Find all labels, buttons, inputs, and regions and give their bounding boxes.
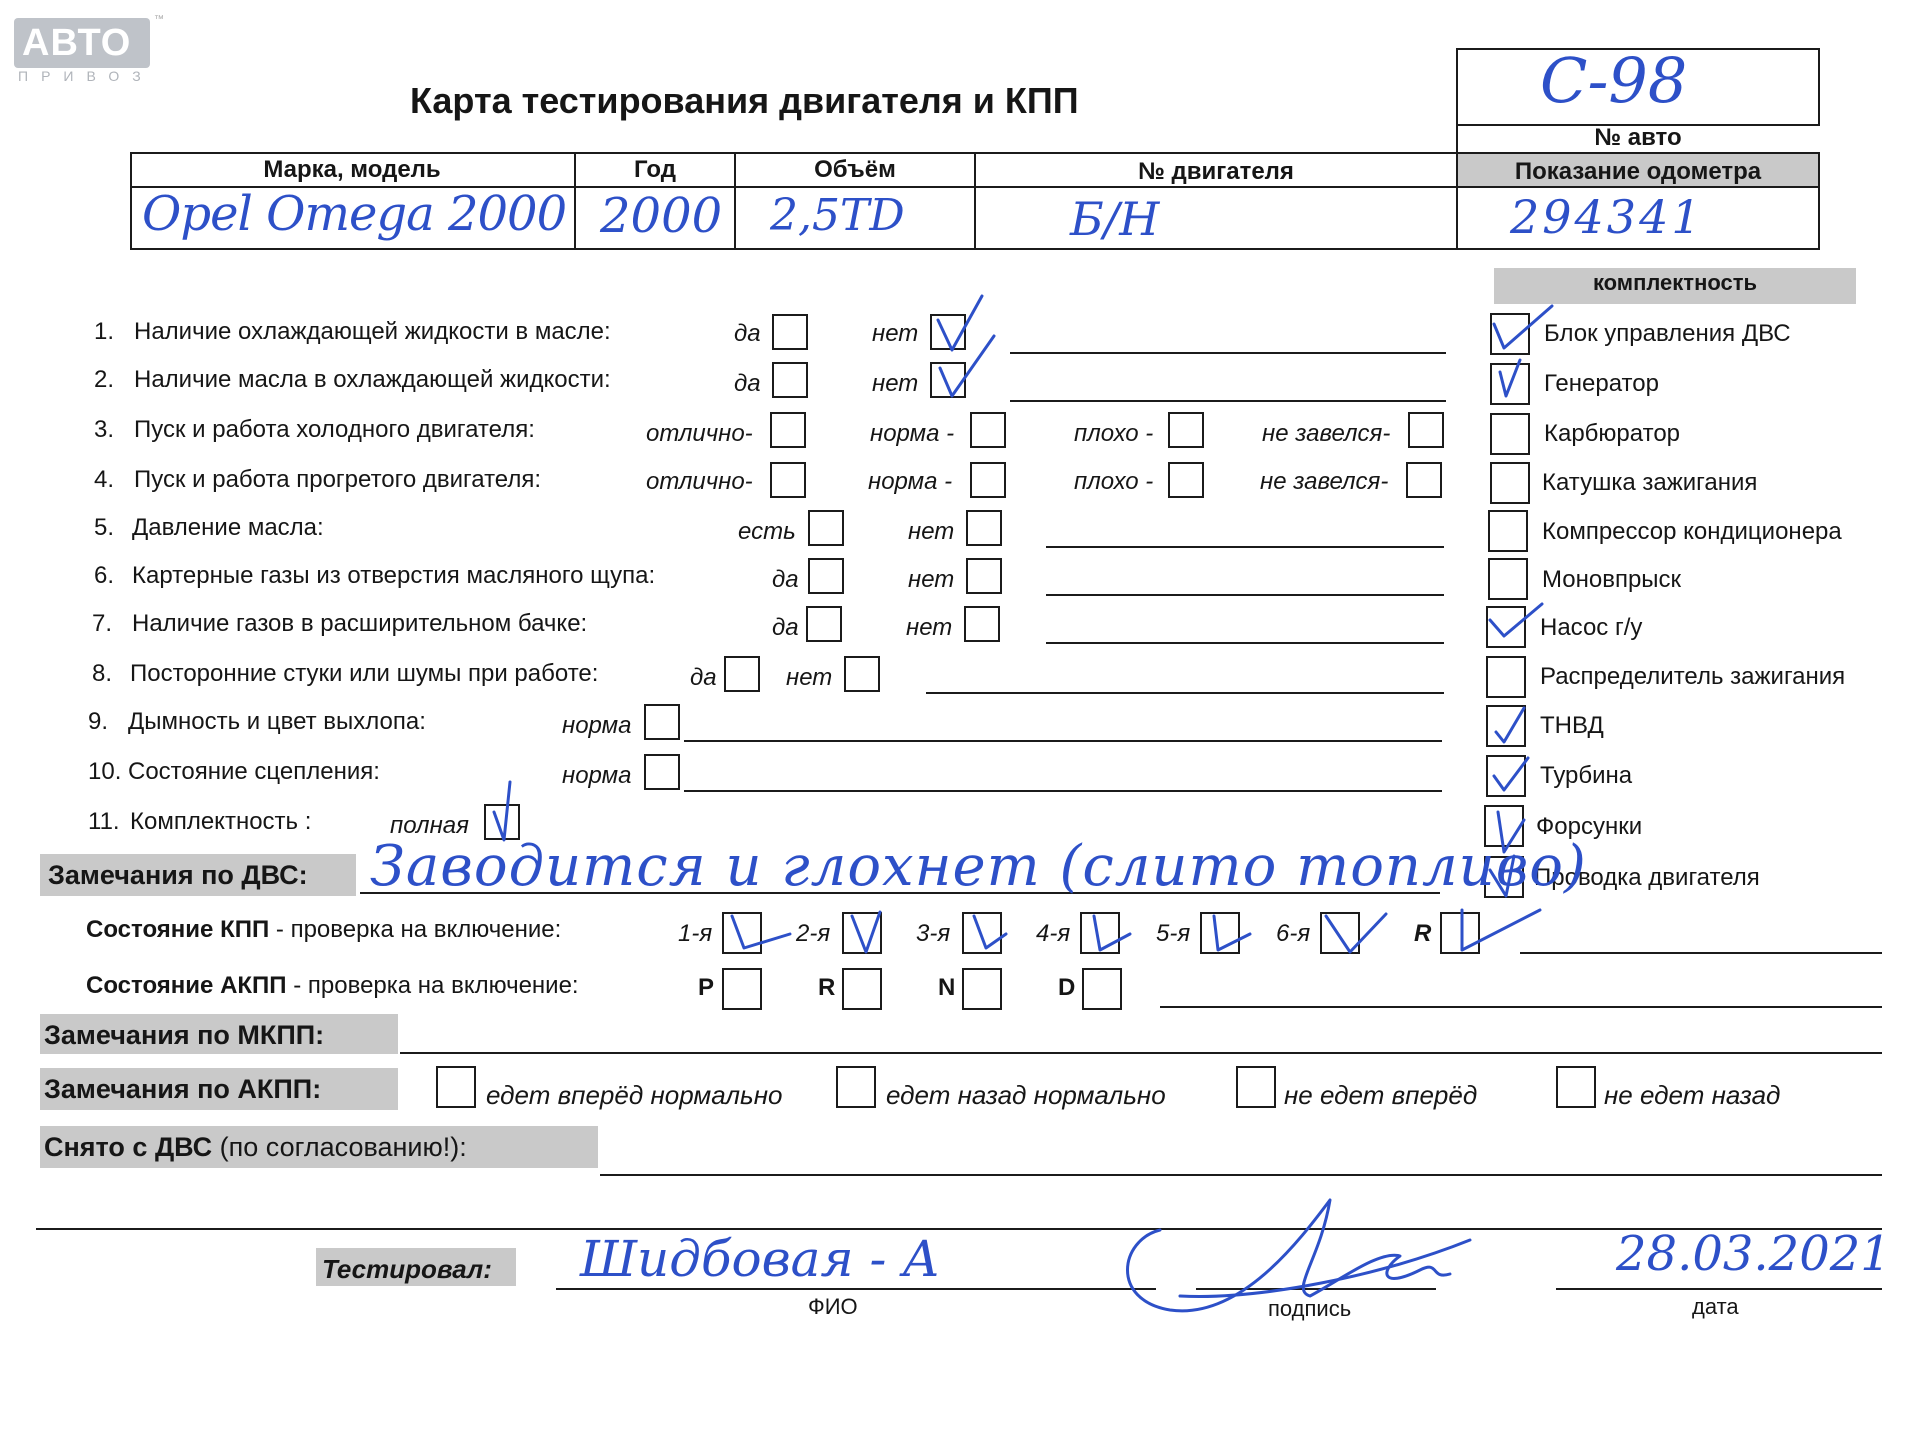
- tested-by-label: Тестировал:: [322, 1254, 492, 1284]
- question-number: 3.: [94, 416, 115, 443]
- question-text: Картерные газы из отверстия масляного щупа:: [132, 562, 656, 589]
- option-label: плохо -: [1074, 420, 1154, 447]
- header-volume: Объём: [814, 156, 896, 183]
- gear-label: 6-я: [1276, 920, 1311, 947]
- completeness-label: Блок управления ДВС: [1544, 320, 1791, 347]
- gear-label: 2-я: [796, 920, 831, 947]
- completeness-title: комплектность: [1592, 270, 1758, 295]
- engine-remarks-label: Замечания по ДВС:: [48, 860, 308, 890]
- mode-label: N: [938, 974, 956, 1001]
- option-label: да: [772, 566, 799, 593]
- option-label: норма -: [868, 468, 953, 495]
- question-number: 7.: [92, 610, 113, 637]
- question-text: Наличие охлаждающей жидкости в масле:: [134, 318, 611, 345]
- header-year: Год: [634, 156, 676, 183]
- question-text: Комплектность :: [130, 808, 312, 835]
- option-label: не завелся-: [1262, 420, 1391, 447]
- question-text: Давление масла:: [132, 514, 324, 541]
- option-label: нет: [906, 614, 953, 641]
- name-caption: ФИО: [808, 1294, 858, 1319]
- completeness-label: Компрессор кондиционера: [1542, 518, 1842, 545]
- question-text: Наличие масла в охлаждающей жидкости:: [134, 366, 611, 393]
- check-mark: [852, 912, 880, 952]
- option-label: норма: [562, 762, 632, 789]
- question-number: 1.: [94, 318, 115, 345]
- option-label: нет: [908, 518, 955, 545]
- signature-scribble: [1128, 1200, 1451, 1311]
- completeness-label: Форсунки: [1536, 813, 1643, 840]
- question-number: 2.: [94, 366, 115, 393]
- value-year: 2000: [600, 188, 723, 244]
- question-number: 8.: [92, 660, 113, 687]
- option-label: нет: [872, 320, 919, 347]
- gear-label: 1-я: [678, 920, 713, 947]
- value-volume: 2,5TD: [770, 190, 905, 241]
- option-label: нет: [872, 370, 919, 397]
- option-label: норма -: [870, 420, 955, 447]
- option-label: отлично-: [646, 420, 753, 447]
- completeness-label: Карбюратор: [1544, 420, 1681, 447]
- completeness-label: Турбина: [1540, 762, 1633, 789]
- akpp-option-label: едет назад нормально: [886, 1080, 1166, 1110]
- completeness-label: Моновпрыск: [1542, 566, 1682, 593]
- date-handwritten: 28.03.2021: [1616, 1226, 1891, 1282]
- option-label: есть: [738, 518, 796, 545]
- question-number: 6.: [94, 562, 115, 589]
- option-label: отлично-: [646, 468, 753, 495]
- option-label: не завелся-: [1260, 468, 1389, 495]
- mkpp-state-rest: - проверка на включение:: [275, 916, 562, 943]
- value-odometer: 294341: [1510, 190, 1704, 244]
- logo-sub: ПРИВОЗ: [18, 68, 154, 84]
- option-label: да: [734, 320, 761, 347]
- option-label: да: [734, 370, 761, 397]
- question-number: 10.: [88, 758, 122, 785]
- check-mark: [1494, 306, 1552, 348]
- value-make-model: Opel Omega 2000: [142, 186, 567, 242]
- akpp-option-label: не едет вперёд: [1284, 1080, 1478, 1110]
- check-mark: [1214, 916, 1250, 950]
- mkpp-remarks-label: Замечания по МКПП:: [44, 1020, 325, 1050]
- logo-main: АВТО: [22, 22, 132, 64]
- mode-label: R: [818, 974, 836, 1001]
- question-text: Посторонние стуки или шумы при работе:: [130, 660, 599, 687]
- mkpp-state-bold: Состояние КПП: [86, 916, 270, 943]
- logo-tm: ™: [154, 14, 164, 25]
- removed-label-bold: Снято с ДВС: [44, 1132, 213, 1162]
- header-odometer: Показание одометра: [1514, 158, 1762, 185]
- question-number: 4.: [94, 466, 115, 493]
- completeness-label: Распределитель зажигания: [1540, 663, 1846, 690]
- question-text: Дымность и цвет выхлопа:: [128, 708, 426, 735]
- check-mark: [1326, 914, 1386, 952]
- check-mark: [1094, 916, 1130, 950]
- check-mark: [1462, 910, 1540, 950]
- check-mark: [1490, 604, 1542, 636]
- option-label: да: [772, 614, 799, 641]
- check-mark: [732, 916, 790, 948]
- mode-label: P: [698, 974, 715, 1001]
- question-text: Наличие газов в расширительном бачке:: [132, 610, 588, 637]
- date-caption: дата: [1692, 1294, 1739, 1319]
- name-handwritten: Шидбовая - А: [580, 1230, 941, 1288]
- check-mark: [1500, 360, 1520, 396]
- option-label: полная: [390, 812, 469, 839]
- akpp-option-label: не едет назад: [1604, 1080, 1781, 1110]
- question-number: 5.: [94, 514, 115, 541]
- question-number: 9.: [88, 708, 109, 735]
- header-make-model: Марка, модель: [263, 156, 441, 183]
- completeness-label: Проводка двигателя: [1534, 864, 1760, 891]
- removed-label-rest: (по согласованию!):: [219, 1132, 467, 1162]
- page-title: Карта тестирования двигателя и КПП: [410, 80, 1079, 121]
- option-label: нет: [786, 664, 833, 691]
- option-label: да: [690, 664, 717, 691]
- gear-label: 4-я: [1036, 920, 1071, 947]
- completeness-label: Катушка зажигания: [1542, 469, 1758, 496]
- completeness-label: Насос г/у: [1540, 614, 1643, 641]
- header-engine-no: № двигателя: [1138, 158, 1294, 185]
- gear-label: R: [1414, 920, 1432, 947]
- completeness-label: Генератор: [1544, 370, 1659, 397]
- mode-label: D: [1058, 974, 1076, 1001]
- check-mark: [938, 296, 982, 350]
- option-label: норма: [562, 712, 632, 739]
- check-mark: [1496, 708, 1524, 742]
- check-mark: [974, 916, 1006, 948]
- gear-label: 5-я: [1156, 920, 1191, 947]
- car-number-handwritten: С-98: [1540, 44, 1688, 117]
- value-engine-no: Б/Н: [1070, 192, 1160, 246]
- check-mark: [1498, 812, 1524, 852]
- question-text: Пуск и работа прогретого двигателя:: [134, 466, 542, 493]
- option-label: нет: [908, 566, 955, 593]
- signature-caption: подпись: [1268, 1296, 1352, 1321]
- question-text: Состояние сцепления:: [128, 758, 380, 785]
- question-text: Пуск и работа холодного двигателя:: [134, 416, 535, 443]
- question-number: 11.: [88, 808, 120, 835]
- car-number-label: № авто: [1594, 124, 1682, 151]
- akpp-remarks-label: Замечания по АКПП:: [44, 1074, 322, 1104]
- gear-label: 3-я: [916, 920, 951, 947]
- akpp-option-label: едет вперёд нормально: [486, 1080, 783, 1110]
- akpp-state-bold: Состояние АКПП: [86, 972, 287, 999]
- check-mark: [1494, 758, 1528, 790]
- check-mark: [1490, 856, 1514, 896]
- completeness-label: ТНВД: [1540, 712, 1604, 739]
- option-label: плохо -: [1074, 468, 1154, 495]
- akpp-state-rest: - проверка на включение:: [293, 972, 579, 999]
- check-mark: [494, 782, 510, 840]
- engine-remarks-handwritten: Заводится и глохнет (слито топливо): [370, 834, 1587, 899]
